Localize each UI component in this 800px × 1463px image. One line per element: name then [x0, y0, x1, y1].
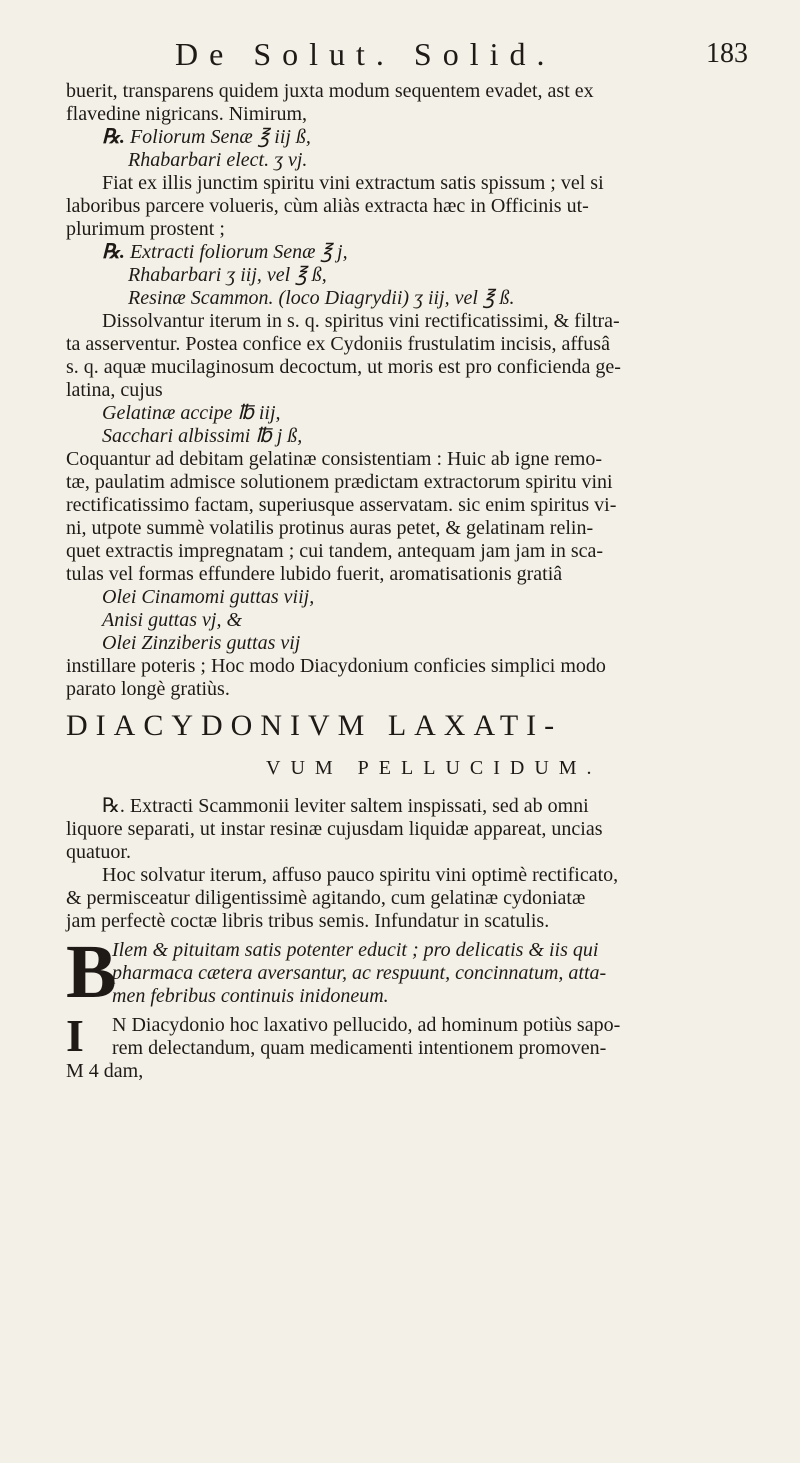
- running-head: De Solut. Solid.: [175, 36, 556, 72]
- recipe-line: Resinæ Scammon. (loco Diagrydii) ʒ iij, vel ℥ ß.: [128, 287, 515, 309]
- recipe-line: Rhabarbari ʒ iij, vel ℥ ß,: [128, 264, 327, 286]
- text-line: instillare poteris ; Hoc modo Diacydonium conficies simplici modo: [66, 655, 606, 677]
- dropcap-letter: B: [66, 930, 117, 1014]
- text-line: ni, utpote summè volatilis protinus auras petet, & gelatinam relin-: [66, 517, 594, 539]
- text-line: parato longè gratiùs.: [66, 678, 230, 700]
- recipe-line: Sacchari albissimi ℔ j ß,: [102, 425, 303, 447]
- text-line: Dissolvantur iterum in s. q. spiritus vini rectificatissimi, & filtra-: [102, 310, 620, 332]
- text-line: buerit, transparens quidem juxta modum sequentem evadet, ast ex: [66, 80, 594, 102]
- text-body: [66, 80, 738, 1082]
- recipe-line: Olei Cinamomi guttas viij,: [102, 586, 315, 608]
- text-line: quatuor.: [66, 841, 131, 863]
- recipe-line: Rhabarbari elect. ʒ vj.: [128, 149, 308, 171]
- text-line: Ilem & pituitam satis potenter educit ; pro delicatis & iis qui: [112, 939, 599, 961]
- dropcap-paragraph: [66, 1010, 738, 1061]
- recipe-text: Extracti foliorum Senæ ℥ j,: [129, 241, 348, 263]
- section-subtitle: VUM PELLUCIDUM.: [266, 757, 602, 779]
- text-line: ℞. Extracti Scammonii leviter saltem inspissati, sed ab omni: [102, 795, 589, 817]
- text-line: N Diacydonio hoc laxativo pellucido, ad hominum potiùs sapo-: [112, 1014, 621, 1036]
- text-line: rectificatissimo factam, superiusque asservatam. sic enim spiritus vi-: [66, 494, 617, 516]
- text-line: flavedine nigricans. Nimirum,: [66, 103, 308, 125]
- catchword: dam,: [103, 1060, 144, 1082]
- text-line: tulas vel formas effundere lubido fuerit, aromatisationis gratiâ: [66, 563, 563, 585]
- page-header: [0, 36, 800, 76]
- recipe-text: Foliorum Senæ ℥ iij ß,: [129, 126, 311, 148]
- text-line: s. q. aquæ mucilaginosum decoctum, ut moris est pro conficienda ge-: [66, 356, 621, 378]
- recipe-line: Olei Zinziberis guttas vij: [102, 632, 301, 654]
- signature-mark: M 4: [66, 1060, 99, 1082]
- page-number: 183: [706, 38, 748, 69]
- text-line: plurimum prostent ;: [66, 218, 225, 240]
- text-line: Fiat ex illis junctim spiritu vini extractum satis spissum ; vel si: [102, 172, 604, 194]
- text-line: tæ, paulatim admisce solutionem prædictam extractorum spiritu vini: [66, 471, 613, 493]
- text-line: men febribus continuis inidoneum.: [112, 985, 389, 1007]
- text-line: ta asserventur. Postea confice ex Cydoniis frustulatim incisis, affusâ: [66, 333, 610, 355]
- recipe-symbol: ℞.: [102, 126, 125, 148]
- page-footer: [66, 1060, 738, 1082]
- text-line: laboribus parcere volueris, cùm aliàs extracta hæc in Officinis ut-: [66, 195, 589, 217]
- recipe-line: [66, 241, 738, 264]
- text-line: latina, cujus: [66, 379, 163, 401]
- text-line: Hoc solvatur iterum, affuso pauco spiritu vini optimè rectificato,: [102, 864, 619, 886]
- text-line: pharmaca cætera aversantur, ac respuunt, concinnatum, atta-: [112, 962, 607, 984]
- text-line: Coquantur ad debitam gelatinæ consistentiam : Huic ab igne remo-: [66, 448, 602, 470]
- text-line: rem delectandum, quam medicamenti intentionem promoven-: [112, 1037, 607, 1059]
- dropcap-paragraph: [66, 930, 738, 1014]
- recipe-line: Gelatinæ accipe ℔ iij,: [102, 402, 281, 424]
- recipe-line: Anisi guttas vj, &: [102, 609, 242, 631]
- text-line: quet extractis impregnatam ; cui tandem, antequam jam jam in sca-: [66, 540, 604, 562]
- text-line: jam perfectè coctæ libris tribus semis. Infundatur in scatulis.: [66, 910, 550, 932]
- dropcap-letter: I: [66, 1010, 84, 1061]
- text-line: liquore separati, ut instar resinæ cujusdam liquidæ appareat, uncias: [66, 818, 603, 840]
- recipe-line: [66, 126, 738, 149]
- recipe-symbol: ℞.: [102, 241, 125, 263]
- section-title: DIACYDONIVM LAXATI-: [66, 709, 563, 742]
- text-line: & permisceatur diligentissimè agitando, cum gelatinæ cydoniatæ: [66, 887, 586, 909]
